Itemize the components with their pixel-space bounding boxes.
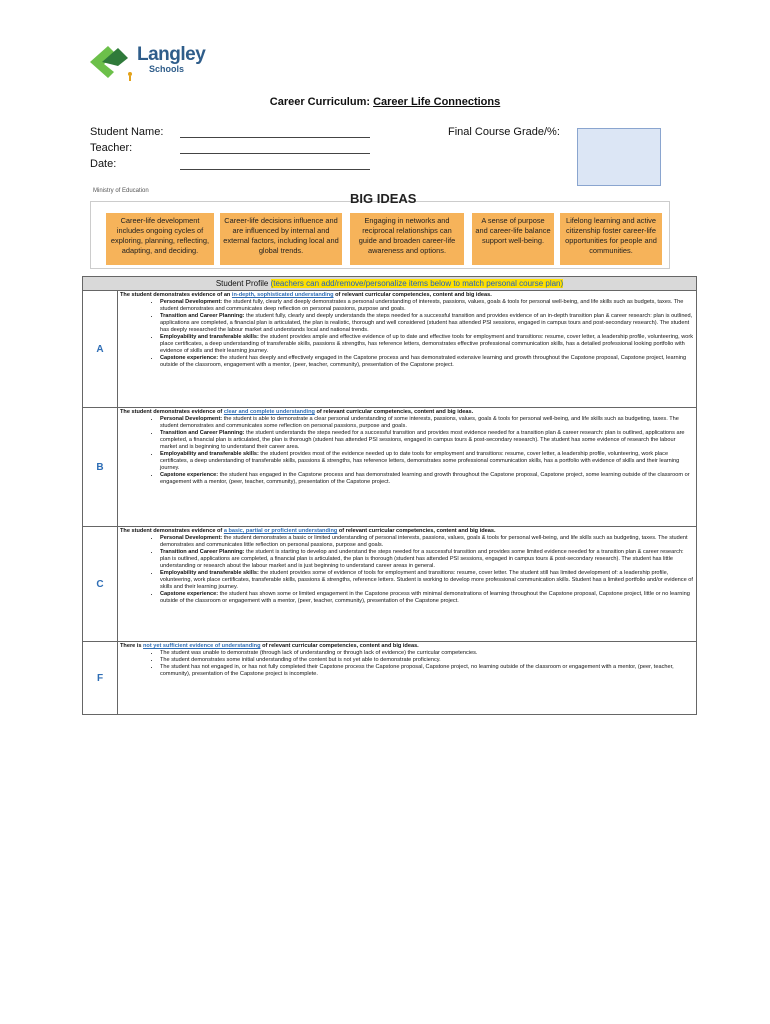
intro-intro-key: not yet sufficient evidence of understanding	[143, 643, 261, 649]
grade-label: Final Course Grade/%:	[448, 126, 560, 138]
grade-intro	[120, 409, 694, 416]
ministry-label: Ministry of Education	[93, 188, 149, 194]
grade-description	[118, 527, 697, 642]
logo-sub: Schools	[149, 64, 185, 74]
criteria-label: Capstone experience:	[160, 472, 219, 478]
criteria-item	[160, 313, 694, 334]
criteria-text: the student understands the steps needed for a successful transition and provides most evidence needed for a transition plan & career research: plan is outlined, applications are completed, a financial plan is articulated, the plan is thorough (student has attended PSI sessions, engaged in campus tours & post-secondary research). The student has some evidence of research the labour market and is beginning to understand their career area.	[160, 430, 685, 450]
rubric-table	[82, 276, 697, 715]
teacher-label: Teacher:	[90, 142, 133, 154]
rubric-row	[83, 642, 697, 715]
grade-box[interactable]	[577, 128, 661, 186]
criteria-label: Employability and transferable skills:	[160, 334, 259, 340]
criteria-text: the student has engaged in the Capstone process and has demonstrated learning and growth throughout the Capstone proposal, Capstone project, some learning outside of the classroom or engagement with a mentor, (peer, teacher, community), presentation of the Capstone project.	[160, 472, 690, 485]
criteria-list	[120, 299, 694, 369]
criteria-text: the student has deeply and effectively engaged in the Capstone process and has demonstrated extensive learning and growth throughout the Capstone proposal, Capstone project, learning outside of the classroom, engagement with a mentor, (peer, teacher, community), presentation of the Capstone project.	[160, 355, 687, 368]
big-idea-3: Engaging in networks and reciprocal relationships can guide and broaden career-life awareness and options.	[350, 213, 464, 265]
intro-intro-post: of relevant curricular competencies, content and big ideas.	[335, 292, 492, 298]
intro-intro-key: in-depth, sophisticated understanding	[231, 292, 334, 298]
criteria-item	[160, 430, 694, 451]
criteria-label: Personal Development:	[160, 535, 223, 541]
criteria-item	[160, 416, 694, 430]
intro-intro-post: of relevant curricular competencies, content and big ideas.	[262, 643, 419, 649]
criteria-list	[120, 650, 694, 678]
criteria-list	[120, 416, 694, 486]
intro-intro-post: of relevant curricular competencies, content and big ideas.	[338, 528, 496, 534]
grade-description	[118, 291, 697, 408]
criteria-text: the student provides most of the evidence needed up to date tools for employment and transitions: resume, cover letter, a leadership profile, volunteering, work place certificates, a deep understanding of transferable skills, passions & strengths, has reference letters, demonstrates some professional communication skills, has a portfolio with evidence of skills and their learning journey.	[160, 451, 680, 471]
intro-intro-pre: The student demonstrates evidence of an	[120, 292, 231, 298]
criteria-item	[160, 549, 694, 570]
intro-intro-post: of relevant curricular competencies, content and big ideas.	[316, 409, 474, 415]
page-title	[0, 96, 770, 108]
date-line[interactable]	[180, 169, 370, 170]
criteria-text: the student fully, clearly and deeply demonstrates a personal understanding of interests, passions, values, goals & tools for personal well-being, and life skills such as budgets, taxes. The student demonstrates and communicates deep reflection on personal passions, purpose and goals.	[160, 299, 684, 312]
rubric-row	[83, 291, 697, 408]
big-idea-4: A sense of purpose and career-life balance support well-being.	[472, 213, 554, 265]
criteria-item	[160, 650, 694, 657]
rubric-row	[83, 408, 697, 527]
criteria-item	[160, 451, 694, 472]
criteria-label: Employability and transferable skills:	[160, 451, 259, 457]
criteria-label: Capstone experience:	[160, 591, 219, 597]
student-name-line[interactable]	[180, 137, 370, 138]
criteria-label: Personal Development:	[160, 299, 223, 305]
criteria-text: the student provides ample and effective evidence of up to date and effective tools for employment and transitions: resume, cover letter, a leadership profile, volunteering, work place certificates, a deep understanding of transferable skills, passions & strengths, has reference letters, demonstrates effective professional communication skills, has a detailed professional looking portfolio with evidence of skills and their learning journey.	[160, 334, 694, 354]
criteria-label: Transition and Career Planning:	[160, 549, 245, 555]
criteria-text: the student provides some of evidence of tools for employment and transitions: resume, cover letter. The student still has limited development of: a leadership profile, volunteering, work place certificates, transferable skills, passions & strengths, reference letters. Student is working to develop more professional communication skills. Student has a limited portfolio and/or evidence of skills and their learning journey.	[160, 570, 693, 590]
criteria-text: the student demonstrates a basic or limited understanding of personal interests, passions, values, goals & tools for personal well-being, and life skills such as budgeting, taxes. The student demonstrates and communicates little reflection on personal passions, purpose and goals.	[160, 535, 688, 548]
criteria-text: The student has not engaged in, or has not fully completed their Capstone process the Capstone proposal, Capstone project, no learning outside of the classroom or engagement with a mentor, (peer, teacher, community), presentation of the Capstone project is incomplete.	[160, 664, 674, 677]
grade-letter: B	[83, 408, 118, 527]
criteria-text: The student was unable to demonstrate (through lack of understanding or through lack of evidence) the curricular competencies.	[160, 650, 478, 656]
title-course: Career Life Connections	[373, 96, 501, 108]
grade-intro	[120, 643, 694, 650]
grade-description	[118, 408, 697, 527]
criteria-item	[160, 334, 694, 355]
criteria-label: Employability and transferable skills:	[160, 570, 259, 576]
logo-name: Langley	[137, 44, 206, 65]
criteria-text: The student demonstrates some initial understanding of the content but is not yet able to demonstrate proficiency.	[160, 657, 441, 663]
criteria-item	[160, 657, 694, 664]
criteria-text: the student fully, clearly and deeply understands the steps needed for a successful transition and provides evidence of an in-depth transition plan & career research: plan is outlined, applications are completed, a financial plan is articulated, the plan is realistic, thorough and well considered (student has attended PSI sessions, engaged in campus tours and post-secondary research). The student has deeply researched the labour market and understands local and national trends.	[160, 313, 693, 333]
teacher-line[interactable]	[180, 153, 370, 154]
grade-letter: C	[83, 527, 118, 642]
grade-letter: A	[83, 291, 118, 408]
criteria-item	[160, 535, 694, 549]
intro-intro-pre: There is	[120, 643, 142, 649]
date-label: Date:	[90, 158, 117, 170]
criteria-item	[160, 664, 694, 678]
criteria-label: Personal Development:	[160, 416, 223, 422]
criteria-text: the student is starting to develop and understand the steps needed for a successful transition and provides some limited evidence needed for a transition plan & career research: plan is outlined, applications are completed, a financial plan is articulated, the plan is thorough (student has attended PSI sessions, engaged in campus tours & post-secondary research). The student has little understanding or research about the labour market and is just beginning to understand career areas in general.	[160, 549, 684, 569]
profile-note: (teachers can add/remove/personalize items below to match personal course plan)	[270, 279, 564, 288]
criteria-item	[160, 591, 694, 605]
student-name-label: Student Name:	[90, 126, 164, 138]
big-idea-5: Lifelong learning and active citizenship foster career-life opportunities for people and communities.	[560, 213, 662, 265]
title-prefix: Career Curriculum:	[269, 96, 371, 108]
criteria-item	[160, 472, 694, 486]
big-ideas-heading: BIG IDEAS	[350, 191, 417, 206]
criteria-label: Transition and Career Planning:	[160, 430, 245, 436]
criteria-item	[160, 355, 694, 369]
intro-intro-key: clear and complete understanding	[223, 409, 315, 415]
grade-description	[118, 642, 697, 715]
criteria-label: Transition and Career Planning:	[160, 313, 245, 319]
criteria-text: the student is able to demonstrate a clear personal understanding of some interests, passions, values, goals & tools for personal well-being, and life skills such as budgeting, taxes. The student demonstrates and communicates some reflection on personal passions, purpose and goals.	[160, 416, 679, 429]
grade-intro	[120, 292, 694, 299]
criteria-text: the student has shown some or limited engagement in the Capstone process with minimal demonstrations of learning throughout the Capstone proposal, Capstone project, little or no learning outside of the classroom or engagement with a mentor, (peer, teacher, community), presentation of the Capstone project.	[160, 591, 690, 604]
criteria-item	[160, 570, 694, 591]
intro-intro-key: a basic, partial or proficient understanding	[223, 528, 338, 534]
grade-letter: F	[83, 642, 118, 715]
profile-label: Student Profile	[215, 279, 269, 288]
criteria-list	[120, 535, 694, 605]
big-idea-1: Career-life development includes ongoing cycles of exploring, planning, reflecting, adapting, and deciding.	[106, 213, 214, 265]
intro-intro-pre: The student demonstrates evidence of	[120, 409, 223, 415]
criteria-label: Capstone experience:	[160, 355, 219, 361]
criteria-item	[160, 299, 694, 313]
intro-intro-pre: The student demonstrates evidence of	[120, 528, 223, 534]
student-profile-header	[83, 277, 697, 291]
grade-intro	[120, 528, 694, 535]
rubric-row	[83, 527, 697, 642]
big-idea-2: Career-life decisions influence and are influenced by internal and external factors, including local and global trends.	[220, 213, 342, 265]
